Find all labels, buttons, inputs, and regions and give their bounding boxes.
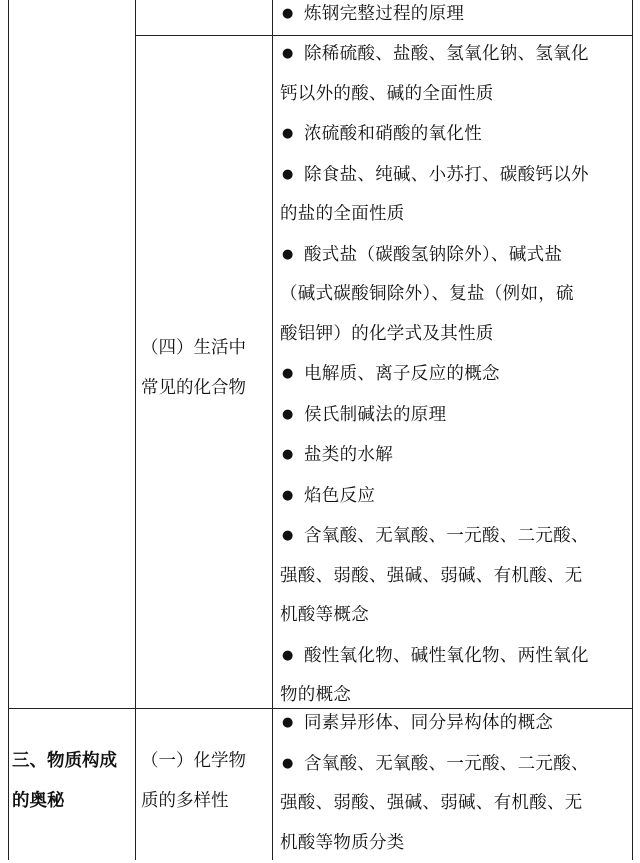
list-item: ● 电解质、离子反应的概念	[280, 354, 589, 395]
subtopic-line: 质的多样性	[141, 782, 246, 822]
row1-content	[280, 0, 464, 35]
list-item-continuation: 酸铝钾）的化学式及其性质	[280, 315, 589, 355]
subtopic-line: 常见的化合物	[141, 369, 246, 409]
row2-subtopic	[141, 329, 246, 408]
list-item: ● 焰色反应	[280, 476, 589, 517]
list-item: ● 酸性氧化物、碱性氧化物、两性氧化	[280, 636, 589, 677]
list-item-continuation: 机酸等物质分类	[280, 824, 589, 863]
list-item: ● 除食盐、纯碱、小苏打、碳酸钙以外	[280, 155, 589, 196]
table-divider-col1	[135, 0, 136, 860]
row3-category	[12, 742, 117, 821]
list-item: ● 浓硫酸和硝酸的氧化性	[280, 114, 589, 155]
list-item-continuation: 的盐的全面性质	[280, 195, 589, 235]
list-item-continuation: 钙以外的酸、碱的全面性质	[280, 75, 589, 115]
list-item: ● 除稀硫酸、盐酸、氢氧化钠、氢氧化	[280, 34, 589, 75]
list-item-continuation: 机酸等概念	[280, 596, 589, 636]
table-divider-col2	[272, 0, 273, 860]
subtopic-line: （四）生活中	[141, 329, 246, 369]
table-border-left	[8, 0, 9, 860]
category-line: 的奥秘	[12, 782, 117, 822]
list-item-continuation: 物的概念	[280, 676, 589, 716]
list-item: ● 同素异形体、同分异构体的概念	[280, 703, 589, 744]
row3-content	[280, 703, 589, 863]
category-line: 三、物质构成	[12, 742, 117, 782]
list-item: ● 含氧酸、无氧酸、一元酸、二元酸、	[280, 744, 589, 785]
row3-subtopic	[141, 742, 246, 821]
row2-content	[280, 34, 589, 716]
list-item-continuation: （碱式碳酸铜除外）、复盐（例如，硫	[280, 275, 589, 315]
list-item: ● 炼钢完整过程的原理	[280, 0, 464, 35]
list-item: ● 盐类的水解	[280, 435, 589, 476]
list-item: ● 侯氏制碱法的原理	[280, 395, 589, 436]
list-item: ● 含氧酸、无氧酸、一元酸、二元酸、	[280, 516, 589, 557]
list-item-continuation: 强酸、弱酸、强碱、弱碱、有机酸、无	[280, 784, 589, 824]
list-item: ● 酸式盐（碳酸氢钠除外）、碱式盐	[280, 235, 589, 276]
table-border-right	[632, 0, 633, 860]
list-item-continuation: 强酸、弱酸、强碱、弱碱、有机酸、无	[280, 557, 589, 597]
subtopic-line: （一）化学物	[141, 742, 246, 782]
